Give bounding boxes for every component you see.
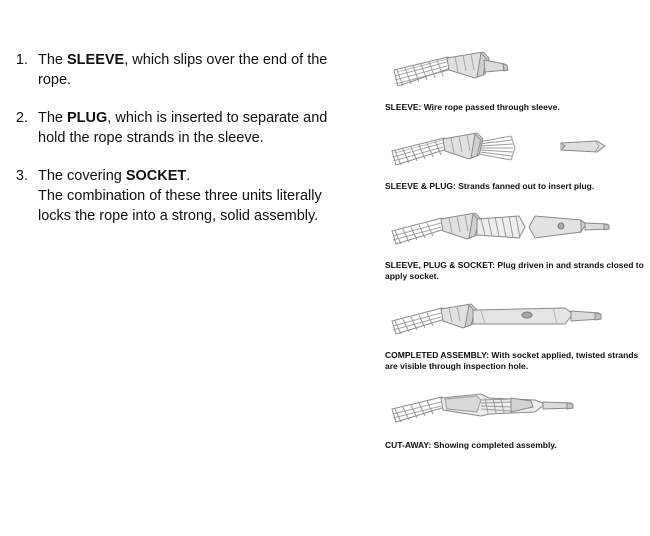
list-item-segment: The — [38, 110, 68, 126]
list-item-segment-bold: SOCKET — [125, 168, 187, 184]
figure-caption-lead: SLEEVE: — [385, 102, 422, 112]
list-item-segment: The combination of these three units literally locks the rope into a strong, solid assembly. — [38, 188, 322, 224]
cut-away-illustration — [385, 386, 645, 438]
list-item-number: 1. — [15, 52, 28, 68]
list-item-segment: The — [38, 52, 68, 68]
list-item — [0, 108, 355, 148]
sleeve-plug-socket-illustration — [385, 206, 645, 258]
figure-caption-rest: Wire rope passed through sleeve. — [421, 102, 560, 112]
figure-completed-assembly — [385, 296, 645, 372]
figure-caption-rest: With socket applied, twisted strands are visible through inspection hole. — [385, 350, 639, 371]
list-item — [0, 50, 355, 90]
figure-cut-away — [385, 386, 645, 451]
figure-caption — [385, 181, 645, 192]
completed-assembly-illustration — [385, 296, 645, 348]
list-item-text — [38, 166, 348, 226]
figure-column — [385, 48, 645, 465]
list-item — [0, 166, 355, 226]
list-item-number: 2. — [15, 110, 28, 126]
list-item-text — [38, 108, 348, 148]
figure-caption — [385, 260, 645, 282]
list-item-segment: , which slips over the end of the rope. — [38, 52, 328, 88]
figure-caption — [385, 102, 645, 113]
list-item-segment-bold: PLUG — [67, 110, 108, 126]
figure-sleeve-and-plug — [385, 127, 645, 192]
figure-caption-rest: Plug driven in and strands closed to apply socket. — [385, 260, 644, 281]
figure-caption-lead: COMPLETED ASSEMBLY: — [385, 350, 490, 360]
list-item-segment: The covering — [38, 168, 126, 184]
sleeve-and-plug-illustration — [385, 127, 645, 179]
figure-caption-lead: SLEEVE, PLUG & SOCKET: — [385, 260, 496, 270]
list-item-segment: , which is inserted to separate and hold the rope strands in the sleeve. — [38, 110, 328, 146]
sleeve-illustration — [385, 48, 645, 100]
list-item-segment: . — [186, 168, 191, 184]
figure-caption-lead: SLEEVE & PLUG: — [385, 181, 456, 191]
figure-caption-rest: Showing completed assembly. — [431, 440, 557, 450]
list-item-text — [38, 50, 348, 90]
figure-caption-lead: CUT-AWAY: — [385, 440, 432, 450]
list-item-segment-bold: SLEEVE — [67, 52, 125, 68]
figure-caption-rest: Strands fanned out to insert plug. — [455, 181, 595, 191]
figure-caption — [385, 440, 645, 451]
figure-sleeve-plug-socket — [385, 206, 645, 282]
figure-caption — [385, 350, 645, 372]
list-item-number: 3. — [15, 168, 28, 184]
numbered-list — [0, 50, 355, 244]
figure-sleeve — [385, 48, 645, 113]
